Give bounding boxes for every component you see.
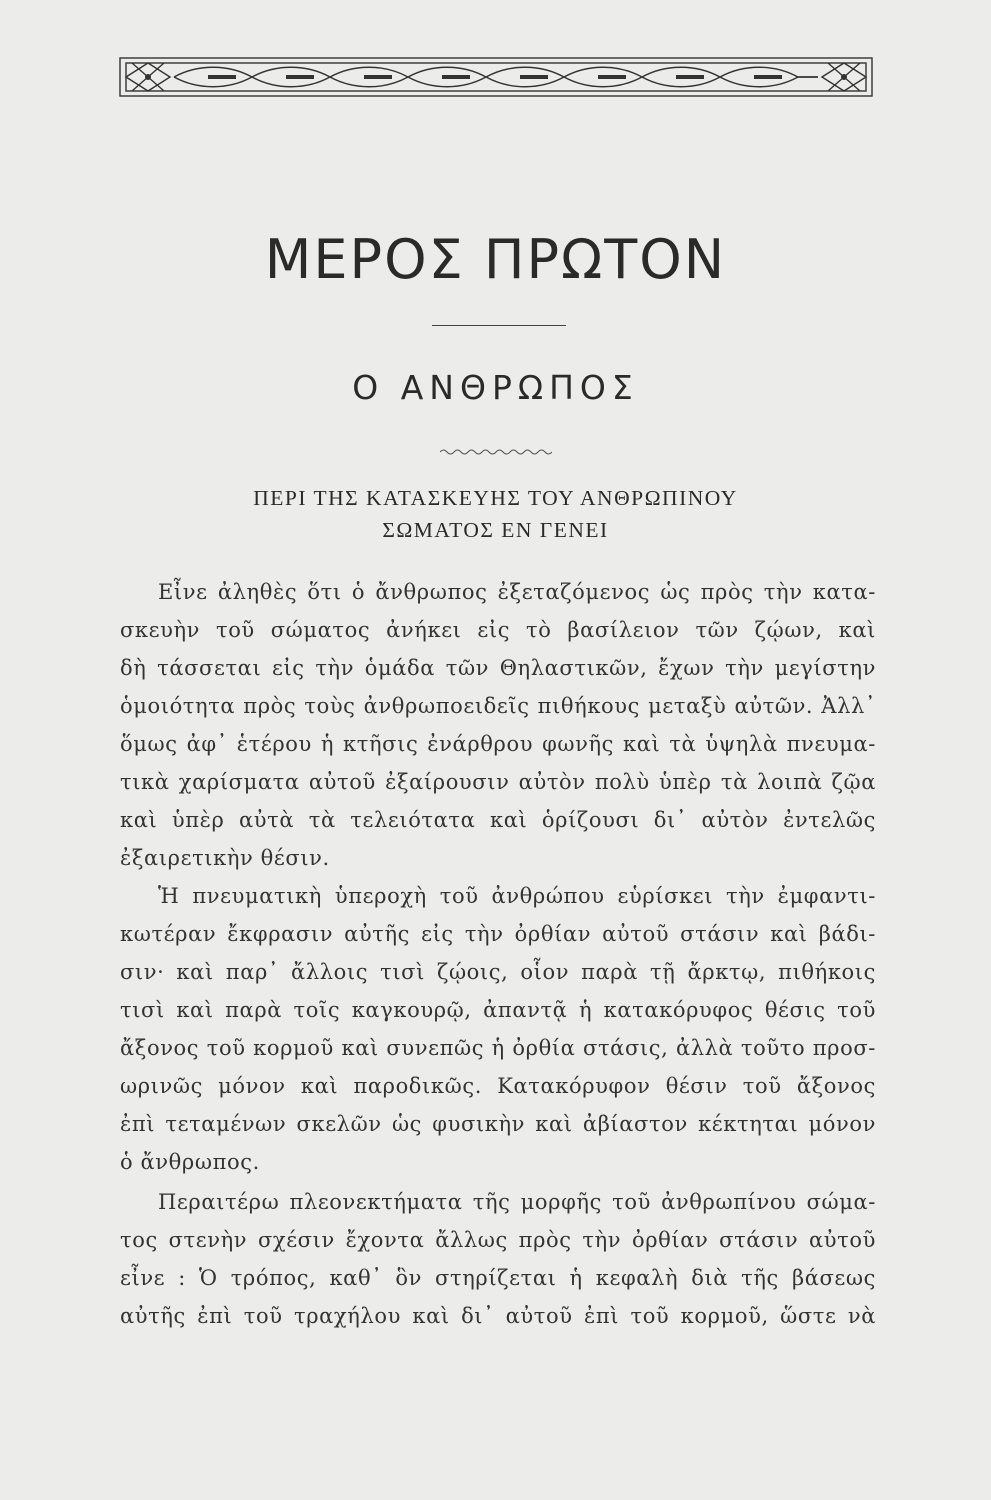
text-line: ὁμοιότητα πρὸς τοὺς ἀνθρωποειδεῖς πιθήκους μεταξὺ αὐτῶν. Ἀλλ᾽ xyxy=(120,694,876,718)
part-title: ΜΕΡΟΣ ΠΡΩΤΟΝ xyxy=(264,228,727,291)
text-line: τικὰ χαρίσματα αὐτοῦ ἐξαίρουσιν αὐτὸν πολὺ ὑπὲρ τὰ λοιπὰ ζῷα xyxy=(120,770,876,794)
text-line: τισὶ καὶ παρὰ τοῖς καγκουρῷ, ἀπαντᾷ ἡ κατακόρυφος θέσις τοῦ xyxy=(120,998,876,1022)
headpiece-ornament-icon xyxy=(118,52,874,102)
text-line: ὅμως ἀφ᾽ ἑτέρου ἡ κτῆσις ἐνάρθρου φωνῆς καὶ τὰ ὑψηλὰ πνευμα- xyxy=(120,732,876,756)
text-line: τος στενὴν σχέσιν ἔχοντα ἄλλως πρὸς τὴν ὀρθίαν στάσιν αὐτοῦ xyxy=(120,1228,876,1252)
section-title-line-1: ΠΕΡΙ ΤΗΣ ΚΑΤΑΣΚΕΥΗΣ ΤΟΥ ΑΝΘΡΩΠΙΝΟΥ xyxy=(253,486,738,510)
text-line: καὶ ὑπὲρ αὐτὰ τὰ τελειότατα καὶ ὁρίζουσι δι᾽ αὐτὸν ἐντελῶς xyxy=(120,808,876,832)
title-divider xyxy=(432,325,566,326)
text-line: σκευὴν τοῦ σώματος ἀνήκει εἰς τὸ βασίλειον τῶν ζῴων, καὶ xyxy=(120,618,876,642)
section-title xyxy=(0,482,991,546)
text-line: κωτέραν ἔκφρασιν αὐτῆς εἰς τὴν ὀρθίαν αὐτοῦ στάσιν καὶ βάδι- xyxy=(120,922,876,946)
text-line: Εἶνε ἀληθὲς ὅτι ὁ ἄνθρωπος ἐξεταζόμενος ὡς πρὸς τὴν κατα- xyxy=(158,580,876,604)
chapter-title: Ο ΑΝΘΡΩΠΟΣ xyxy=(352,368,639,407)
text-line: ωρινῶς μόνον καὶ παροδικῶς. Κατακόρυφον θέσιν τοῦ ἄξονος xyxy=(120,1074,876,1098)
text-line: δὴ τάσσεται εἰς τὴν ὁμάδα τῶν Θηλαστικῶν, ἔχων τὴν μεγίστην xyxy=(120,656,876,680)
text-line: ἐπὶ τεταμένων σκελῶν ὡς φυσικὴν καὶ ἀβίαστον κέκτηται μόνον xyxy=(120,1112,876,1136)
text-line: ὁ ἄνθρωπος. xyxy=(120,1150,260,1174)
text-line: Περαιτέρω πλεονεκτήματα τῆς μορφῆς τοῦ ἀνθρωπίνου σώμα- xyxy=(158,1190,876,1214)
text-line: Ἡ πνευματικὴ ὑπεροχὴ τοῦ ἀνθρώπου εὑρίσκει τὴν ἐμφαντι- xyxy=(158,884,876,908)
text-line: αὐτῆς ἐπὶ τοῦ τραχήλου καὶ δι᾽ αὐτοῦ ἐπὶ τοῦ κορμοῦ, ὥστε νὰ xyxy=(120,1304,876,1328)
text-line: σιν· καὶ παρ᾽ ἄλλοις τισὶ ζῴοις, οἷον παρὰ τῇ ἄρκτῳ, πιθήκοις xyxy=(120,960,876,984)
text-line: ἄξονος τοῦ κορμοῦ καὶ συνεπῶς ἡ ὀρθία στάσις, ἀλλὰ τοῦτο προσ- xyxy=(120,1036,876,1060)
text-line: ἐξαιρετικὴν θέσιν. xyxy=(120,846,330,870)
text-line: εἶνε : Ὁ τρόπος, καθ᾽ ὃν στηρίζεται ἡ κεφαλὴ διὰ τῆς βάσεως xyxy=(120,1266,876,1290)
section-title-line-2: ΣΩΜΑΤΟΣ ΕΝ ΓΕΝΕΙ xyxy=(382,518,609,542)
wavy-divider-icon xyxy=(440,448,552,456)
